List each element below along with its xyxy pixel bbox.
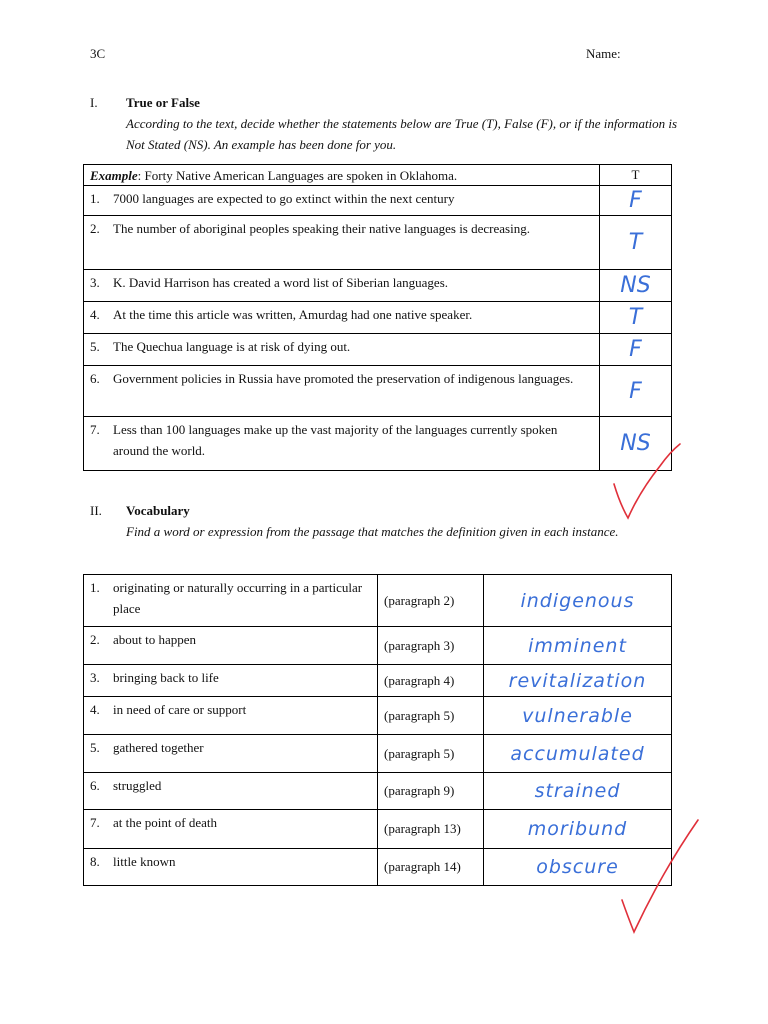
section2-numeral: II. bbox=[90, 503, 102, 518]
vocab-paragraph: (paragraph 14) bbox=[378, 849, 484, 886]
tf-statement bbox=[84, 186, 600, 216]
example-text: : Forty Native American Languages are spoken in Oklahoma. bbox=[137, 167, 458, 183]
tf-number: 7. bbox=[90, 422, 100, 437]
section2-title: Vocabulary bbox=[126, 503, 190, 518]
vocab-definition bbox=[84, 575, 378, 627]
example-label: Example bbox=[90, 167, 138, 183]
tf-number: 2. bbox=[90, 221, 100, 236]
vocab-paragraph: (paragraph 13) bbox=[378, 810, 484, 849]
vocab-row bbox=[84, 773, 672, 810]
vocab-number: 1. bbox=[90, 580, 100, 595]
vocab-row bbox=[84, 697, 672, 735]
vocab-paragraph: (paragraph 5) bbox=[378, 697, 484, 735]
tf-statement bbox=[84, 302, 600, 334]
vocab-number: 8. bbox=[90, 854, 100, 869]
vocab-answer[interactable]: imminent bbox=[484, 627, 672, 665]
vocab-definition-text: at the point of death bbox=[113, 815, 217, 830]
section1-title: True or False bbox=[126, 95, 200, 110]
vocab-paragraph: (paragraph 4) bbox=[378, 665, 484, 697]
vocab-row bbox=[84, 627, 672, 665]
tf-answer[interactable]: NS bbox=[600, 417, 672, 471]
tf-row bbox=[84, 334, 672, 366]
tf-text: 7000 languages are expected to go extinct within the next century bbox=[113, 191, 455, 206]
vocab-number: 4. bbox=[90, 702, 100, 717]
vocab-definition bbox=[84, 849, 378, 886]
vocab-number: 3. bbox=[90, 670, 100, 685]
vocab-definition-text: struggled bbox=[113, 778, 162, 793]
vocab-answer[interactable]: vulnerable bbox=[484, 697, 672, 735]
vocab-definition bbox=[84, 735, 378, 773]
vocab-number: 6. bbox=[90, 778, 100, 793]
tf-row bbox=[84, 186, 672, 216]
vocab-row bbox=[84, 735, 672, 773]
vocab-definition bbox=[84, 810, 378, 849]
vocab-definition bbox=[84, 773, 378, 810]
tf-answer[interactable]: NS bbox=[600, 270, 672, 302]
check-mark-icon bbox=[610, 812, 710, 942]
true-false-table bbox=[83, 164, 672, 471]
vocab-number: 7. bbox=[90, 815, 100, 830]
section2-instructions: Find a word or expression from the passage that matches the definition given in each instance. bbox=[126, 524, 619, 539]
tf-number: 1. bbox=[90, 191, 100, 206]
tf-statement bbox=[84, 216, 600, 270]
vocab-paragraph: (paragraph 3) bbox=[378, 627, 484, 665]
vocab-row bbox=[84, 810, 672, 849]
tf-statement bbox=[84, 366, 600, 417]
tf-row bbox=[84, 417, 672, 471]
vocab-definition-text: gathered together bbox=[113, 740, 204, 755]
tf-number: 3. bbox=[90, 275, 100, 290]
name-label: Name: bbox=[586, 46, 621, 61]
vocab-paragraph: (paragraph 2) bbox=[378, 575, 484, 627]
class-code: 3C bbox=[90, 46, 106, 61]
tf-row bbox=[84, 366, 672, 417]
tf-number: 4. bbox=[90, 307, 100, 322]
vocab-definition-text: in need of care or support bbox=[113, 702, 247, 717]
tf-answer[interactable]: T bbox=[600, 302, 672, 334]
vocab-answer[interactable]: indigenous bbox=[484, 575, 672, 627]
tf-answer[interactable]: F bbox=[600, 186, 672, 216]
vocab-answer[interactable]: obscure bbox=[484, 849, 672, 886]
vocab-definition-text: bringing back to life bbox=[113, 670, 219, 685]
vocab-definition-text: originating or naturally occurring in a particular place bbox=[113, 580, 363, 616]
vocab-definition-text: little known bbox=[113, 854, 176, 869]
example-row bbox=[84, 165, 672, 186]
vocab-answer[interactable]: strained bbox=[484, 773, 672, 810]
tf-text: Less than 100 languages make up the vast majority of the languages currently spoken around the world. bbox=[113, 422, 558, 458]
tf-row bbox=[84, 302, 672, 334]
vocab-answer[interactable]: moribund bbox=[484, 810, 672, 849]
vocab-row bbox=[84, 849, 672, 886]
tf-answer[interactable]: F bbox=[600, 366, 672, 417]
check-mark-icon bbox=[600, 436, 690, 526]
vocab-paragraph: (paragraph 9) bbox=[378, 773, 484, 810]
vocab-number: 5. bbox=[90, 740, 100, 755]
vocab-answer[interactable]: revitalization bbox=[484, 665, 672, 697]
example-answer: T bbox=[600, 165, 672, 186]
tf-statement bbox=[84, 270, 600, 302]
tf-text: The Quechua language is at risk of dying out. bbox=[113, 339, 351, 354]
vocab-paragraph: (paragraph 5) bbox=[378, 735, 484, 773]
tf-row bbox=[84, 216, 672, 270]
vocab-answer[interactable]: accumulated bbox=[484, 735, 672, 773]
tf-statement bbox=[84, 417, 600, 471]
vocab-definition bbox=[84, 697, 378, 735]
tf-row bbox=[84, 270, 672, 302]
vocab-number: 2. bbox=[90, 632, 100, 647]
tf-number: 5. bbox=[90, 339, 100, 354]
tf-number: 6. bbox=[90, 371, 100, 386]
tf-text: At the time this article was written, Amurdag had one native speaker. bbox=[113, 307, 473, 322]
tf-answer[interactable]: F bbox=[600, 334, 672, 366]
vocabulary-table bbox=[83, 574, 672, 886]
tf-text: K. David Harrison has created a word list of Siberian languages. bbox=[113, 275, 449, 290]
tf-statement bbox=[84, 334, 600, 366]
vocab-definition bbox=[84, 627, 378, 665]
tf-text: Government policies in Russia have promoted the preservation of indigenous languages. bbox=[113, 371, 574, 386]
vocab-definition bbox=[84, 665, 378, 697]
section1-instructions: According to the text, decide whether the statements below are True (T), False (F), or if the information is Not Stated (NS). An example has been done for you. bbox=[126, 116, 678, 152]
vocab-row bbox=[84, 665, 672, 697]
tf-text: The number of aboriginal peoples speaking their native languages is decreasing. bbox=[113, 221, 530, 236]
example-cell bbox=[84, 165, 600, 186]
vocab-row bbox=[84, 575, 672, 627]
tf-answer[interactable]: T bbox=[600, 216, 672, 270]
vocab-definition-text: about to happen bbox=[113, 632, 197, 647]
section1-numeral: I. bbox=[90, 95, 98, 110]
